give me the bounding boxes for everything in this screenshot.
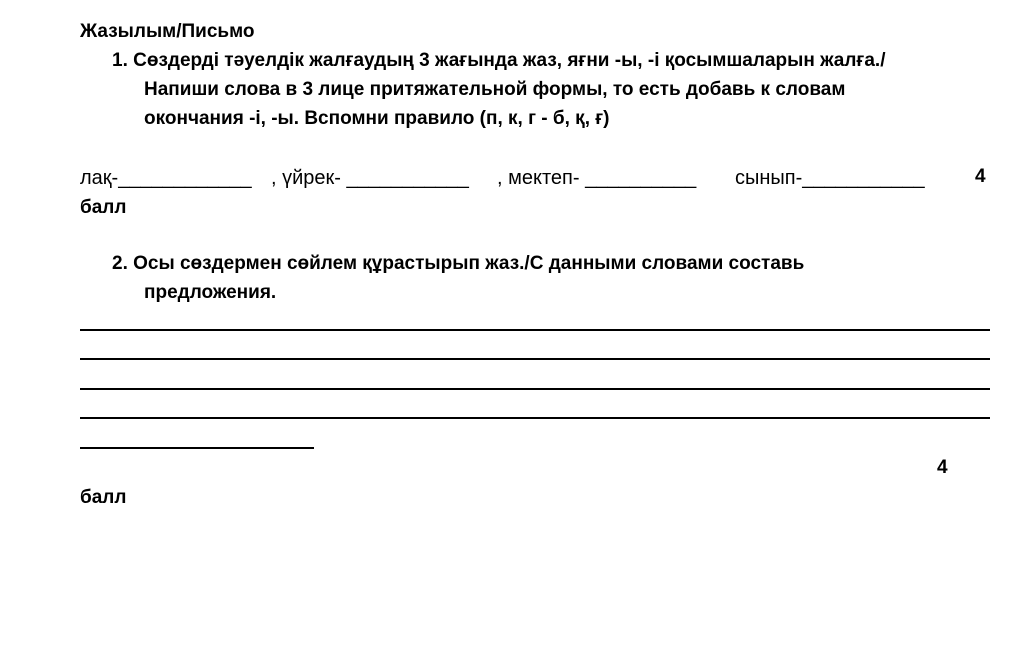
task-2-score-number: 4	[937, 457, 948, 478]
answer-line	[80, 358, 990, 360]
task-1-instruction-line-3: окончания -і, -ы. Вспомни правило (п, к, г - б, қ, ғ)	[144, 108, 610, 129]
answer-line-short	[80, 447, 314, 449]
task-1-score-unit: балл	[80, 197, 127, 218]
word-uirek-blank: , үйрек- ___________	[271, 167, 469, 189]
answer-line	[80, 329, 990, 331]
task-1-score-number: 4	[975, 166, 986, 187]
word-lak-blank: лақ-____________	[80, 167, 252, 189]
word-synyp-blank: сынып-___________	[735, 167, 925, 189]
task-1-instruction-line-1: 1. Сөздерді тәуелдік жалғаудың 3 жағында жаз, яғни -ы, -і қосымшаларын жалға./	[112, 50, 886, 71]
answer-line	[80, 388, 990, 390]
section-title: Жазылым/Письмо	[80, 21, 255, 42]
task-2-instruction-line-2: предложения.	[144, 282, 277, 303]
task-2-instruction-line-1: 2. Осы сөздермен сөйлем құрастырып жаз./С данными словами составь	[112, 253, 805, 274]
task-2-score-unit: балл	[80, 487, 127, 508]
word-mektep-blank: , мектеп- __________	[497, 167, 697, 189]
answer-line	[80, 417, 990, 419]
task-1-instruction-line-2: Напиши слова в 3 лице притяжательной формы, то есть добавь к словам	[144, 79, 846, 100]
